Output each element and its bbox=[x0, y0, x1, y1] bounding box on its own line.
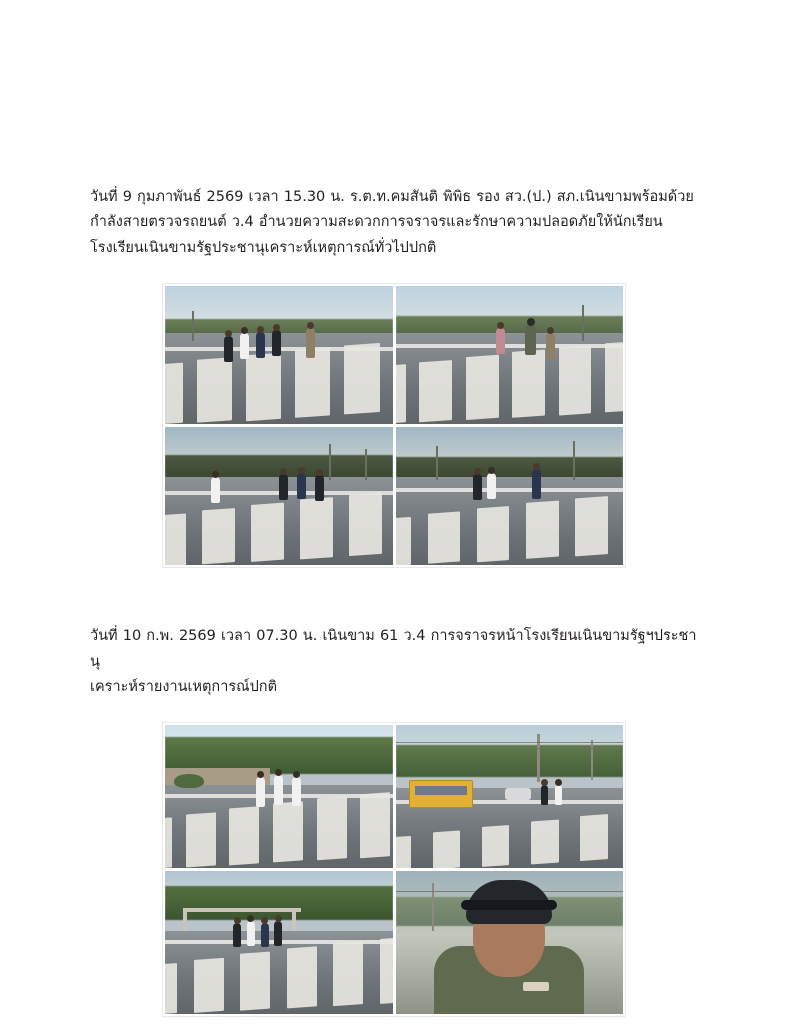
pedestrian bbox=[315, 475, 324, 501]
cap-brim bbox=[461, 900, 557, 910]
power-wire bbox=[396, 742, 624, 743]
pedestrian bbox=[240, 333, 249, 359]
pedestrian bbox=[292, 777, 301, 806]
photo-school-gate-group bbox=[165, 871, 393, 1014]
name-badge bbox=[523, 982, 549, 991]
report-1-photo-grid bbox=[162, 283, 626, 568]
pedestrian bbox=[256, 777, 265, 807]
pedestrian bbox=[473, 474, 482, 500]
utility-pole bbox=[329, 444, 331, 480]
pedestrian bbox=[279, 474, 288, 500]
parked-car bbox=[505, 788, 531, 800]
utility-pole bbox=[537, 734, 540, 783]
pedestrian bbox=[274, 921, 282, 946]
yellow-bus bbox=[409, 780, 473, 808]
utility-pole bbox=[432, 883, 434, 932]
pedestrian bbox=[224, 336, 233, 362]
pedestrian bbox=[272, 330, 281, 356]
utility-pole bbox=[192, 311, 194, 341]
pedestrian bbox=[274, 775, 283, 805]
pedestrian bbox=[233, 923, 241, 947]
pedestrian bbox=[306, 328, 315, 358]
gate-post bbox=[292, 908, 296, 931]
pedestrian bbox=[211, 477, 220, 503]
document-body bbox=[90, 185, 701, 1017]
report-1-paragraph bbox=[90, 185, 701, 261]
section-spacer bbox=[90, 568, 701, 624]
report-1-line-1: วันที่ 9 กุมภาพันธ์ 2569 เวลา 15.30 น. ร.ต.ท.คมสันติ พิพิธ รอง สว.(ป.) สภ.เนินขามพร้อมด้วย bbox=[90, 189, 694, 205]
road-edge-line bbox=[396, 488, 624, 492]
photo-crosswalk-students-walking bbox=[165, 427, 393, 565]
roadside-bush bbox=[174, 774, 204, 788]
utility-pole bbox=[436, 446, 438, 479]
utility-pole bbox=[582, 305, 584, 341]
pedestrian bbox=[256, 332, 265, 358]
pedestrian bbox=[541, 785, 548, 805]
utility-pole bbox=[573, 441, 575, 480]
photo-officer-portrait bbox=[396, 871, 624, 1014]
pedestrian bbox=[546, 333, 555, 359]
report-2-line-1: วันที่ 10 ก.พ. 2569 เวลา 07.30 น. เนินขาม 61 ว.4 การจราจรหน้าโรงเรียนเนินขามรัฐฯประชานุ bbox=[90, 628, 697, 670]
bus-window bbox=[415, 786, 467, 795]
pedestrian bbox=[532, 469, 541, 499]
power-wire bbox=[396, 748, 624, 749]
utility-pole bbox=[365, 449, 367, 479]
report-1-line-2: กำลังสายตรวจรถยนต์ ว.4 อำนวยความสะดวกการจราจรและรักษาความปลอดภัยให้นักเรียน bbox=[90, 214, 663, 231]
report-section-2 bbox=[90, 624, 701, 1017]
pedestrian bbox=[247, 921, 255, 946]
photo-crosswalk-officer-signal bbox=[396, 286, 624, 424]
treeline bbox=[396, 745, 624, 776]
photo-crosswalk-students-afternoon bbox=[165, 286, 393, 424]
pedestrian bbox=[487, 473, 496, 499]
pedestrian bbox=[297, 473, 306, 499]
pedestrian bbox=[261, 923, 269, 947]
report-1-line-3: โรงเรียนเนินขามรัฐประชานุเคราะห์เหตุการณ์ทั่วไปปกติ bbox=[90, 239, 437, 256]
pedestrian bbox=[555, 785, 562, 805]
traffic-officer bbox=[525, 325, 536, 355]
report-2-photo-grid bbox=[162, 722, 626, 1017]
report-2-paragraph bbox=[90, 624, 701, 700]
school-gate bbox=[183, 908, 301, 912]
photo-yellow-bus-roadside bbox=[396, 725, 624, 868]
report-2-line-2: เคราะห์รายงานเหตุการณ์ปกติ bbox=[90, 678, 277, 695]
photo-crosswalk-students-evening bbox=[396, 427, 624, 565]
pedestrian bbox=[496, 328, 505, 354]
gate-post bbox=[183, 908, 187, 931]
report-section-1 bbox=[90, 185, 701, 568]
photo-morning-students-crosswalk bbox=[165, 725, 393, 868]
utility-pole bbox=[591, 740, 593, 780]
